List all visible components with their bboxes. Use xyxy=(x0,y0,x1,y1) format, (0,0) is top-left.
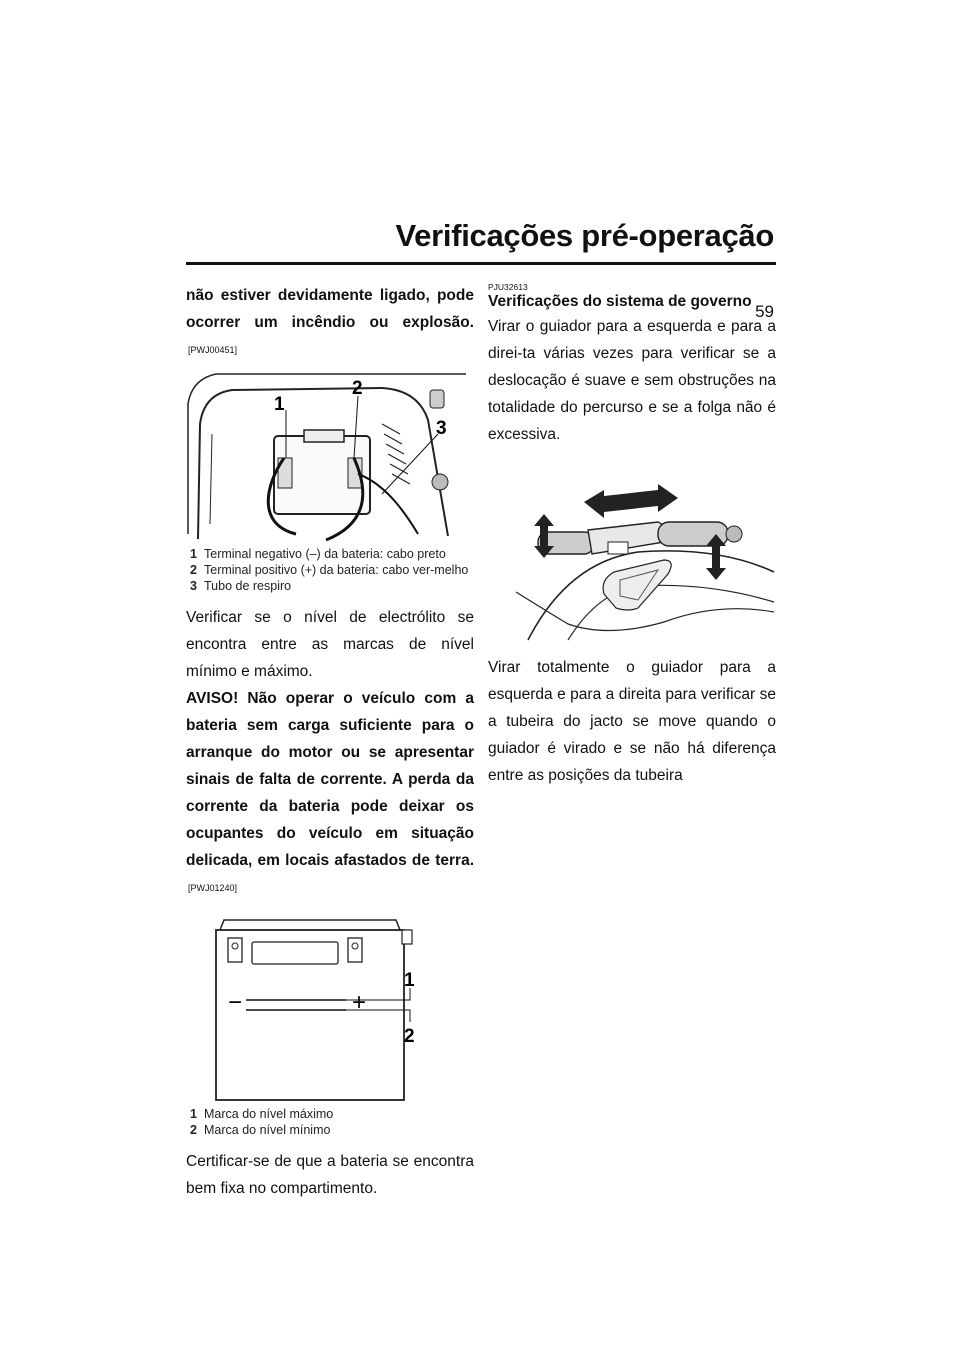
fixed-paragraph: Certificar-se de que a bateria se encontra bem fixa no compartimento. xyxy=(186,1153,474,1197)
warning-continuation: não estiver devidamente ligado, pode ocorrer um incêndio ou explosão.[PWJ00451] xyxy=(186,287,474,355)
steering-figure xyxy=(488,462,776,642)
section-code: PJU32613 xyxy=(488,282,528,292)
fig2-plus-sign: + xyxy=(352,989,367,1016)
caption-item: 2 Marca do nível mínimo xyxy=(190,1123,331,1137)
fig1-label-3: 3 xyxy=(436,418,447,439)
fig1-label-2: 2 xyxy=(352,378,363,399)
notice-ref: [PWJ01240] xyxy=(188,883,238,893)
right-column xyxy=(488,282,776,789)
battery-level-figure xyxy=(186,908,474,1104)
caption-item: 1 Marca do nível máximo xyxy=(190,1107,334,1121)
left-column xyxy=(186,282,474,1202)
fig2-label-1: 1 xyxy=(404,970,415,991)
battery-compartment-figure xyxy=(186,364,474,544)
notice-paragraph: AVISO! Não operar o veículo com a bateria sem carga suficiente para o arranque do motor ou se apresentar sinais de falta de corrente. A perda da corrente da bateria pode deixar os ocupantes do veículo em situação delicada, em locais afastados de terra.[PWJ01240] xyxy=(186,690,474,893)
section-heading: Verificações do sistema de governo xyxy=(488,293,752,310)
page-number: 59 xyxy=(755,302,774,321)
figure2-caption xyxy=(190,1106,474,1138)
page-title: Verificações pré-operação xyxy=(395,218,774,253)
fig2-minus-sign: − xyxy=(228,989,243,1016)
figure1-caption xyxy=(190,546,474,594)
caption-item: 2 Terminal positivo (+) da bateria: cabo ver-melho xyxy=(190,563,469,577)
caption-item: 1 Terminal negativo (–) da bateria: cabo preto xyxy=(190,547,446,561)
electrolyte-paragraph: Verificar se o nível de electrólito se encontra entre as marcas de nível mínimo e máximo. xyxy=(186,609,474,680)
fig1-label-1: 1 xyxy=(274,394,285,415)
steering-paragraph-2: Virar totalmente o guiador para a esquerda e para a direita para verificar se a tubeira do jacto se move quando o guiador é virado e se não há diferença entre as posições da tubeira xyxy=(488,659,776,784)
steering-paragraph-1: Virar o guiador para a esquerda e para a direi-ta várias vezes para verificar se a deslocação é suave e sem obstruções na totalidade do percurso e se a folga não é excessiva. xyxy=(488,318,776,443)
caption-item: 3 Tubo de respiro xyxy=(190,579,292,593)
fig2-label-2: 2 xyxy=(404,1026,415,1047)
warning-ref: [PWJ00451] xyxy=(188,345,238,355)
header-rule xyxy=(186,262,776,265)
